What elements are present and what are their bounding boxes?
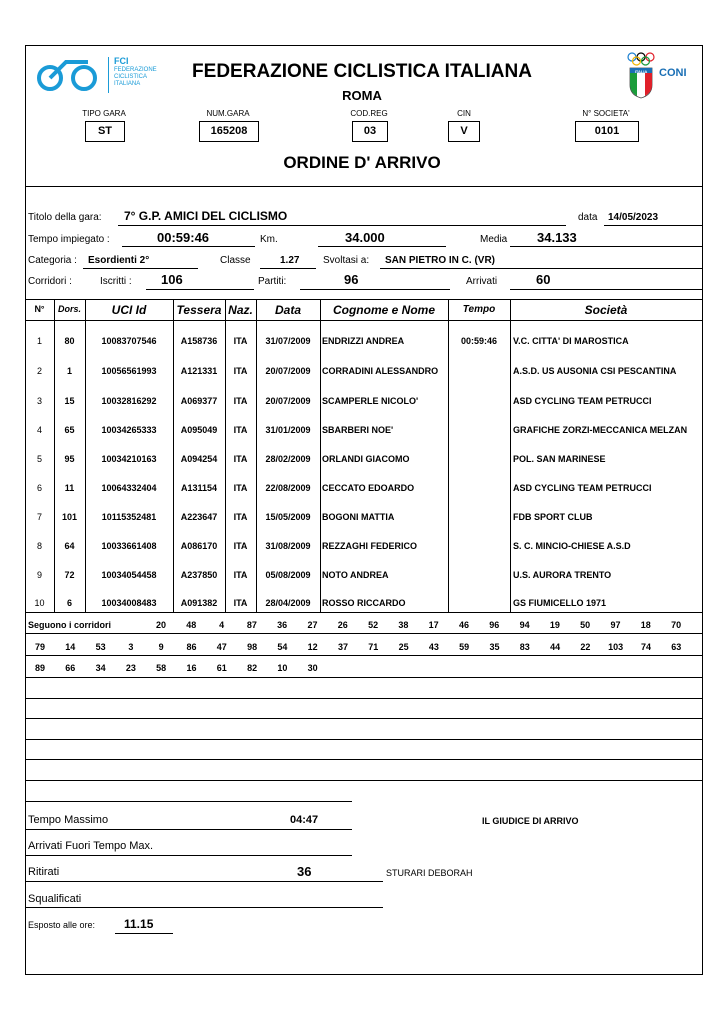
race-title: 7° G.P. AMICI DEL CICLISMO	[124, 209, 288, 223]
follower-bib: 43	[428, 642, 439, 652]
follower-bib: 59	[459, 642, 470, 652]
follower-bib: 14	[65, 642, 76, 652]
started-underline	[300, 289, 450, 290]
follower-bib: 19	[549, 620, 560, 630]
cell-card: A237850	[180, 570, 218, 580]
cell-time: 00:59:46	[460, 336, 498, 346]
cell-position: 6	[36, 483, 42, 493]
follower-bib: 83	[519, 642, 530, 652]
category-label: Categoria :	[28, 255, 77, 266]
follower-bib: 97	[610, 620, 621, 630]
blank-line	[25, 718, 702, 719]
follower-bib: 17	[428, 620, 439, 630]
follower-bib: 10	[277, 663, 288, 673]
arrived-underline	[510, 289, 702, 290]
follower-bib: 94	[519, 620, 530, 630]
cell-team: V.C. CITTA' DI MAROSTICA	[513, 336, 629, 346]
cell-card: A095049	[180, 425, 218, 435]
follower-bib: 52	[368, 620, 379, 630]
follower-bib: 98	[247, 642, 258, 652]
cell-birthdate: 15/05/2009	[265, 512, 311, 522]
follower-bib: 25	[398, 642, 409, 652]
cell-birthdate: 20/07/2009	[265, 366, 311, 376]
cell-birthdate: 20/07/2009	[265, 396, 311, 406]
posted-label: Esposto alle ore:	[28, 920, 96, 930]
header-date: Data	[274, 303, 301, 317]
cell-team: A.S.D. US AUSONIA CSI PESCANTINA	[513, 366, 677, 376]
cell-bib: 15	[64, 396, 75, 406]
follower-bib: 89	[34, 663, 45, 673]
race-date: 14/05/2023	[608, 212, 659, 223]
blank-line	[25, 759, 702, 760]
enrolled-underline	[146, 289, 254, 290]
followers-line	[25, 655, 702, 656]
cell-bib: 1	[66, 366, 72, 376]
max-time: 04:47	[290, 814, 319, 826]
cell-birthdate: 28/02/2009	[265, 454, 311, 464]
footer-line	[25, 881, 383, 882]
cell-uci-id: 10034008483	[101, 598, 157, 608]
cell-birthdate: 05/08/2009	[265, 570, 311, 580]
max-time-label: Tempo Massimo	[28, 814, 109, 826]
follower-bib: 96	[489, 620, 500, 630]
class-label: Classe	[220, 255, 251, 266]
col-divider	[320, 299, 321, 612]
judge-name: STURARI DEBORAH	[386, 868, 473, 878]
follower-bib: 20	[155, 620, 166, 630]
race-avg: 34.133	[537, 230, 577, 245]
fci-logo-line2: CICLISTICA	[114, 74, 148, 80]
cell-nationality: ITA	[233, 541, 248, 551]
follower-bib: 44	[550, 642, 561, 652]
cell-bib: 80	[64, 336, 75, 346]
follower-bib: 18	[640, 620, 651, 630]
place-label: Svoltasi a:	[323, 255, 370, 266]
follower-bib: 26	[337, 620, 348, 630]
cell-team: GRAFICHE ZORZI-MECCANICA MELZAN	[513, 425, 688, 435]
cell-team: U.S. AURORA TRENTO	[513, 570, 612, 580]
header-bib: Dors.	[57, 304, 81, 314]
cell-team: FDB SPORT CLUB	[513, 512, 593, 522]
withdrawn-count: 36	[297, 864, 312, 879]
document-title: ORDINE D' ARRIVO	[283, 153, 441, 172]
follower-bib: 82	[247, 663, 258, 673]
header-card: Tessera	[176, 303, 222, 317]
cell-team: ASD CYCLING TEAM PETRUCCI	[513, 396, 652, 406]
cell-team: POL. SAN MARINESE	[513, 454, 606, 464]
cell-team: S. C. MINCIO-CHIESE A.S.D	[513, 541, 631, 551]
cell-uci-id: 10034265333	[101, 425, 157, 435]
arrived-label: Arrivati	[466, 276, 498, 287]
race-arrived: 60	[536, 272, 551, 287]
follower-bib: 23	[125, 663, 136, 673]
cell-birthdate: 28/04/2009	[265, 598, 311, 608]
follower-bib: 86	[186, 642, 197, 652]
followers-line	[25, 633, 702, 634]
follower-bib: 61	[216, 663, 227, 673]
cell-bib: 95	[64, 454, 75, 464]
followers-line	[25, 677, 702, 678]
race-started: 96	[344, 272, 359, 287]
follower-bib: 12	[307, 642, 318, 652]
cell-name: BOGONI MATTIA	[322, 512, 395, 522]
disqualified-label: Squalificati	[28, 893, 82, 905]
follower-bib: 46	[458, 620, 469, 630]
cell-nationality: ITA	[233, 512, 248, 522]
footer-line	[25, 801, 352, 802]
code-value: 03	[352, 121, 388, 142]
follower-bib: 53	[95, 642, 106, 652]
code-value: 165208	[199, 121, 259, 142]
header-divider	[25, 186, 702, 187]
cell-position: 5	[36, 454, 42, 464]
cell-nationality: ITA	[233, 483, 248, 493]
cell-uci-id: 10032816292	[101, 396, 157, 406]
header-team: Società	[584, 303, 628, 317]
table-top-border	[25, 299, 702, 300]
race-place: SAN PIETRO IN C. (VR)	[385, 255, 496, 266]
follower-bib: 58	[156, 663, 167, 673]
cell-position: 4	[36, 425, 42, 435]
cell-name: ORLANDI GIACOMO	[322, 454, 410, 464]
race-time: 00:59:46	[157, 230, 210, 245]
cell-bib: 101	[61, 512, 78, 522]
fci-logo-line1: FEDERAZIONE	[114, 67, 157, 73]
city: ROMA	[342, 88, 382, 103]
footer-line	[25, 829, 352, 830]
code-value: ST	[85, 121, 125, 142]
cell-position: 7	[36, 512, 42, 522]
cell-bib: 6	[66, 598, 72, 608]
cell-position: 10	[34, 598, 45, 608]
follower-bib: 63	[671, 642, 682, 652]
header-name: Cognome e Nome	[332, 303, 435, 317]
olympic-rings-icon	[626, 52, 656, 66]
cell-position: 3	[36, 396, 42, 406]
code-label: TIPO GARA	[82, 109, 126, 118]
blank-line	[25, 739, 702, 740]
follower-bib: 74	[640, 642, 651, 652]
place-underline	[380, 268, 702, 269]
follower-bib: 3	[128, 642, 134, 652]
document-frame	[25, 45, 703, 975]
cell-bib: 11	[64, 483, 75, 493]
cell-card: A131154	[180, 483, 218, 493]
cell-birthdate: 31/01/2009	[265, 425, 311, 435]
cell-card: A158736	[180, 336, 218, 346]
header-nationality: Naz.	[228, 303, 253, 317]
cell-uci-id: 10083707546	[101, 336, 157, 346]
cell-uci-id: 10064332404	[101, 483, 157, 493]
footer-line	[25, 855, 352, 856]
code-label: N° SOCIETA'	[582, 109, 630, 118]
cell-name: NOTO ANDREA	[322, 570, 389, 580]
follower-bib: 66	[65, 663, 76, 673]
cell-nationality: ITA	[233, 396, 248, 406]
code-label: NUM.GARA	[206, 109, 250, 118]
withdrawn-label: Ritirati	[28, 866, 60, 878]
federation-title: FEDERAZIONE CICLISTICA ITALIANA	[192, 61, 532, 82]
cell-position: 9	[36, 570, 42, 580]
cell-team: ASD CYCLING TEAM PETRUCCI	[513, 483, 652, 493]
cell-bib: 72	[64, 570, 75, 580]
cell-uci-id: 10033661408	[101, 541, 157, 551]
posted-underline	[115, 933, 173, 934]
cell-nationality: ITA	[233, 336, 248, 346]
code-label: COD.REG	[350, 109, 388, 118]
category-underline	[83, 268, 198, 269]
cell-card: A069377	[180, 396, 218, 406]
cell-position: 2	[36, 366, 42, 376]
date-underline	[604, 225, 702, 226]
cell-position: 1	[36, 336, 42, 346]
cell-nationality: ITA	[233, 366, 248, 376]
started-label: Partiti:	[258, 276, 287, 287]
fci-logo-line3: ITALIANA	[114, 81, 141, 87]
judge-label: IL GIUDICE DI ARRIVO	[482, 816, 579, 826]
cell-birthdate: 31/07/2009	[265, 336, 311, 346]
cell-name: REZZAGHI FEDERICO	[322, 541, 418, 551]
cell-position: 8	[36, 541, 42, 551]
follower-bib: 50	[580, 620, 591, 630]
cell-name: ENDRIZZI ANDREA	[322, 336, 405, 346]
follower-bib: 37	[337, 642, 348, 652]
avg-underline	[510, 246, 702, 247]
cell-card: A086170	[180, 541, 218, 551]
follower-bib: 34	[95, 663, 106, 673]
time-underline	[122, 246, 255, 247]
cell-uci-id: 10115352481	[101, 512, 157, 522]
race-class: 1.27	[280, 255, 300, 266]
cell-name: ROSSO RICCARDO	[322, 598, 406, 608]
follower-bib: 27	[307, 620, 318, 630]
cell-name: SBARBERI NOE'	[322, 425, 394, 435]
follower-bib: 16	[186, 663, 197, 673]
followers-top-border	[25, 612, 702, 613]
header-time: Tempo	[462, 304, 496, 315]
time-label: Tempo impiegato :	[28, 234, 110, 245]
blank-line	[25, 698, 702, 699]
code-value: 0101	[575, 121, 639, 142]
table-header-bottom	[25, 320, 702, 321]
col-divider	[510, 299, 511, 612]
cell-uci-id: 10056561993	[101, 366, 157, 376]
follower-bib: 38	[398, 620, 409, 630]
follower-bib: 79	[34, 642, 45, 652]
follower-bib: 36	[277, 620, 288, 630]
follower-bib: 30	[307, 663, 318, 673]
cell-card: A091382	[180, 598, 218, 608]
code-value: V	[448, 121, 480, 142]
km-label: Km.	[260, 234, 278, 245]
follower-bib: 35	[489, 642, 500, 652]
title-underline	[118, 225, 566, 226]
cell-nationality: ITA	[233, 598, 248, 608]
cell-nationality: ITA	[233, 425, 248, 435]
cell-birthdate: 22/08/2009	[265, 483, 311, 493]
avg-label: Media	[480, 234, 508, 245]
coni-label: CONI	[659, 67, 687, 79]
fci-logo-title: FCI	[114, 56, 129, 66]
follower-bib: 22	[580, 642, 591, 652]
follower-bib: 48	[186, 620, 197, 630]
cell-name: CORRADINI ALESSANDRO	[322, 366, 439, 376]
header-position: N°	[34, 304, 45, 314]
follower-bib: 47	[216, 642, 227, 652]
cell-bib: 65	[64, 425, 75, 435]
follower-bib: 54	[277, 642, 288, 652]
cell-card: A223647	[180, 512, 218, 522]
race-category: Esordienti 2°	[88, 255, 150, 266]
riders-label: Corridori :	[28, 276, 72, 287]
cell-uci-id: 10034210163	[101, 454, 157, 464]
cell-birthdate: 31/08/2009	[265, 541, 311, 551]
cell-team: GS FIUMICELLO 1971	[513, 598, 607, 608]
race-enrolled: 106	[161, 272, 183, 287]
race-km: 34.000	[345, 230, 385, 245]
race-title-label: Titolo della gara:	[28, 212, 102, 223]
footer-line	[25, 907, 383, 908]
cell-name: SCAMPERLE NICOLO'	[322, 396, 419, 406]
cell-bib: 64	[64, 541, 75, 551]
date-label: data	[578, 212, 598, 223]
cell-name: CECCATO EDOARDO	[322, 483, 415, 493]
enrolled-label: Iscritti :	[100, 276, 132, 287]
followers-label: Seguono i corridori	[28, 620, 112, 630]
posted-time: 11.15	[124, 917, 154, 931]
class-underline	[260, 268, 316, 269]
cell-uci-id: 10034054458	[101, 570, 157, 580]
km-underline	[318, 246, 446, 247]
cell-card: A121331	[180, 366, 218, 376]
cell-nationality: ITA	[233, 570, 248, 580]
follower-bib: 4	[219, 620, 225, 630]
cell-card: A094254	[180, 454, 218, 464]
coni-logo	[624, 52, 694, 100]
blank-line	[25, 780, 702, 781]
code-label: CIN	[457, 109, 471, 118]
coni-badge: ITALIA	[634, 69, 648, 74]
out-time-label: Arrivati Fuori Tempo Max.	[28, 840, 154, 852]
follower-bib: 87	[246, 620, 257, 630]
follower-bib: 70	[671, 620, 682, 630]
follower-bib: 71	[368, 642, 379, 652]
cell-nationality: ITA	[233, 454, 248, 464]
header-uci-id: UCI Id	[111, 303, 147, 317]
follower-bib: 9	[158, 642, 164, 652]
follower-bib: 103	[608, 642, 624, 652]
